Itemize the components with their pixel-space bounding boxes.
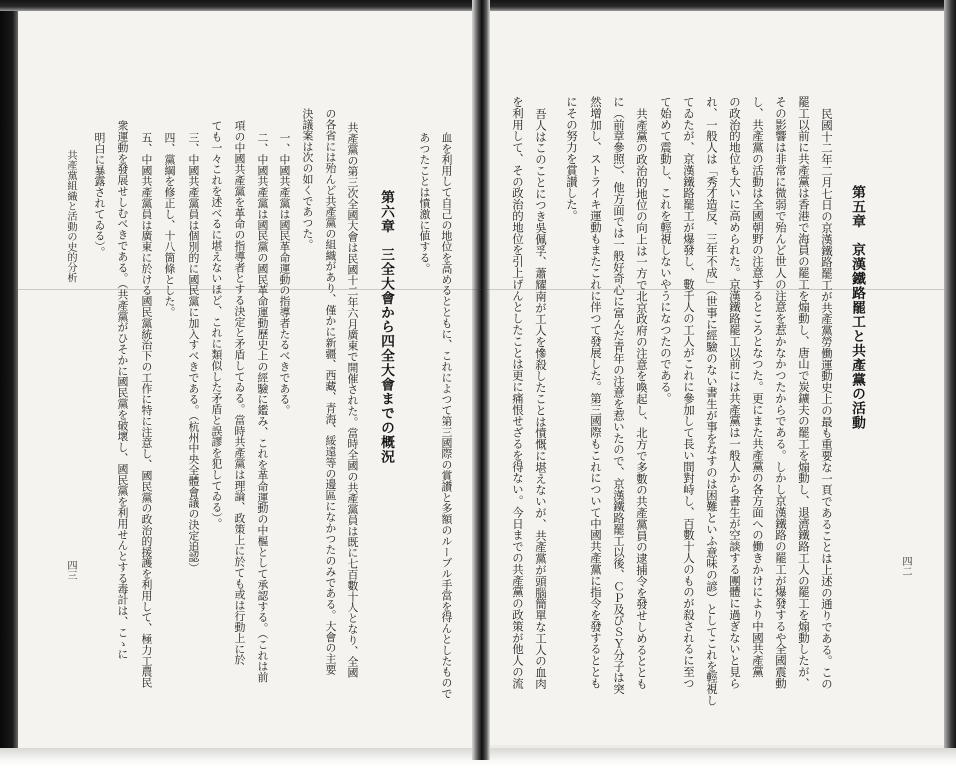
resolution-item-2: 二、中國共產黨は國民黨の國民革命運動歷史上の經驗に鑑み、これを革命運動の中樞として承認する。（これは前 [256,132,269,683]
text-line: あつたことは憤激に値する。 [418,132,431,274]
text-line: 然增加し、ストライキ運動もまたこれに伴つて發展した。第三國際もこれについて中國共產黨に指令を發するととも [589,96,603,689]
text-line: ても一々これを述べるに堪えないほど、これに類似した矛盾と誤謬を犯してゐる）。 [210,120,223,529]
text-line: に（前章參照）、他方面では一般好奇心に富んだ青年の注意を惹いたので、京漢鐵路罷工以後、ＣＰ及びＳＹ分子は突 [612,96,626,695]
text-line: 共產黨の政治的地位の向上は一方で北京政府の注意を喚起し、北方で多數の共產黨員の逮捕令を發せしめるととも [635,108,649,690]
book-gutter [472,0,490,760]
resolution-item-3: 三、中國共產黨員は個別的に國民黨に加入すべきである。（杭州中央全體會議の決定追認） [187,132,200,574]
text-line: て始めて震動し、これを輕視しないやうになつたのである。 [659,96,673,404]
scan-border-left [0,0,18,768]
page-number-left: 四三 [65,560,76,581]
text-line: の各省には殆んど共產黨の組織があり、僅かに新疆、西藏、青海、綏遠等の邊區になかつたのみである。大會の主要 [324,108,337,675]
text-line: 罷工以前に共產黨は香港で海員の罷工を煽動し、唐山で炭鑛夫の罷工を煽動し、退濟鐵路工人の罷工を煽動したが、 [797,96,811,689]
text-line: の政治的地位も大いに高められた。京漢鐵路罷工以前には共產黨は一般人から書生が空談する團體に過ぎないと見ら [728,96,742,689]
running-header: 共產黨組織と活動の史的分析 [65,150,76,283]
chapter-6-title: 第六章 三全大會から四全大會までの概況 [378,190,394,464]
chapter-5-title: 第五章 京漢鐵路罷工と共產黨の活動 [849,185,865,430]
text-line: 吾人はこのことにつき吳佩孚、蕭耀南が工人を慘殺したことは憤慨に堪えないが、共產黨が頭腦簡單な工人の血肉 [534,108,548,690]
text-line: その影響は非常に微弱で殆んど世人の注意を惹かなかつたからである。しかし京漢鐵路の罷工が爆發するや全國震動 [774,96,788,689]
text-line: れ、一般人は「秀才造反、三年不成」（世事に經驗のない書生が事をなすのは困難といふ意味の諺）としてこれを輕視し [705,96,719,706]
scan-border-right [944,0,956,768]
text-line: 決議案は次の如くであつた。 [301,108,314,250]
resolution-item-5: 五、中國共產黨員は廣東に於ける國民黨統治下の工作に特に注意し、國民黨の政治的援護を利用して、極力工農民 [140,132,153,688]
text-line: 明白に暴露されてゐる）。 [93,132,106,258]
text-line: 血を利用して自己の地位を高めるとともに、これによつて第三國際の賞讚と多額のルーブル手當を得んとしたもので [440,132,453,699]
resolution-item-1: 一、中國共產黨は國民革命運動の指導者たるべきである。 [278,132,291,416]
text-line: 共產黨の第三次全國大會は民國十二年六月廣東で開催された。當時全國の共產黨員は既に七百數十人となり、全國 [346,122,359,678]
text-line: 項の中國共產黨を革命の指導者とする決定と矛盾してゐる。當時共產黨は理論、政策上に於ても或は行動上に於 [233,120,246,665]
text-line: を利用して、その政治的地位を引上げんとしたことは更に痛恨せざるを得ない。今日までの共產黨の政策が他人の流 [511,96,525,689]
text-line: てゐたが、京漢鐵路罷工が爆發し、數千人の工人がこれに參加して長い間對峙し、百數十人のものが殺されるに至つ [682,96,696,689]
resolution-item-4: 四、黨綱を修正し、十八箇條とした。 [163,132,176,318]
text-line: し、共產黨の活動は全國朝野の注意するところとなつた。更にまた共產黨の各方面への働きかけにより中國共產黨 [751,96,765,678]
text-line: 民國十二年二月七日の京漢鐵路罷工が共產黨勞働運動史上の最も重要な一頁であることは上述の通りである。この [820,108,834,690]
text-line: 衆運動を發展せしむべきである。（共產黨がひそかに國民黨を破壞し、國民黨を利用せんとする毒計は、こゝに [116,120,129,660]
page-number-right: 四二 [900,556,911,577]
text-line: にその努力を賞讃した。 [565,96,579,222]
